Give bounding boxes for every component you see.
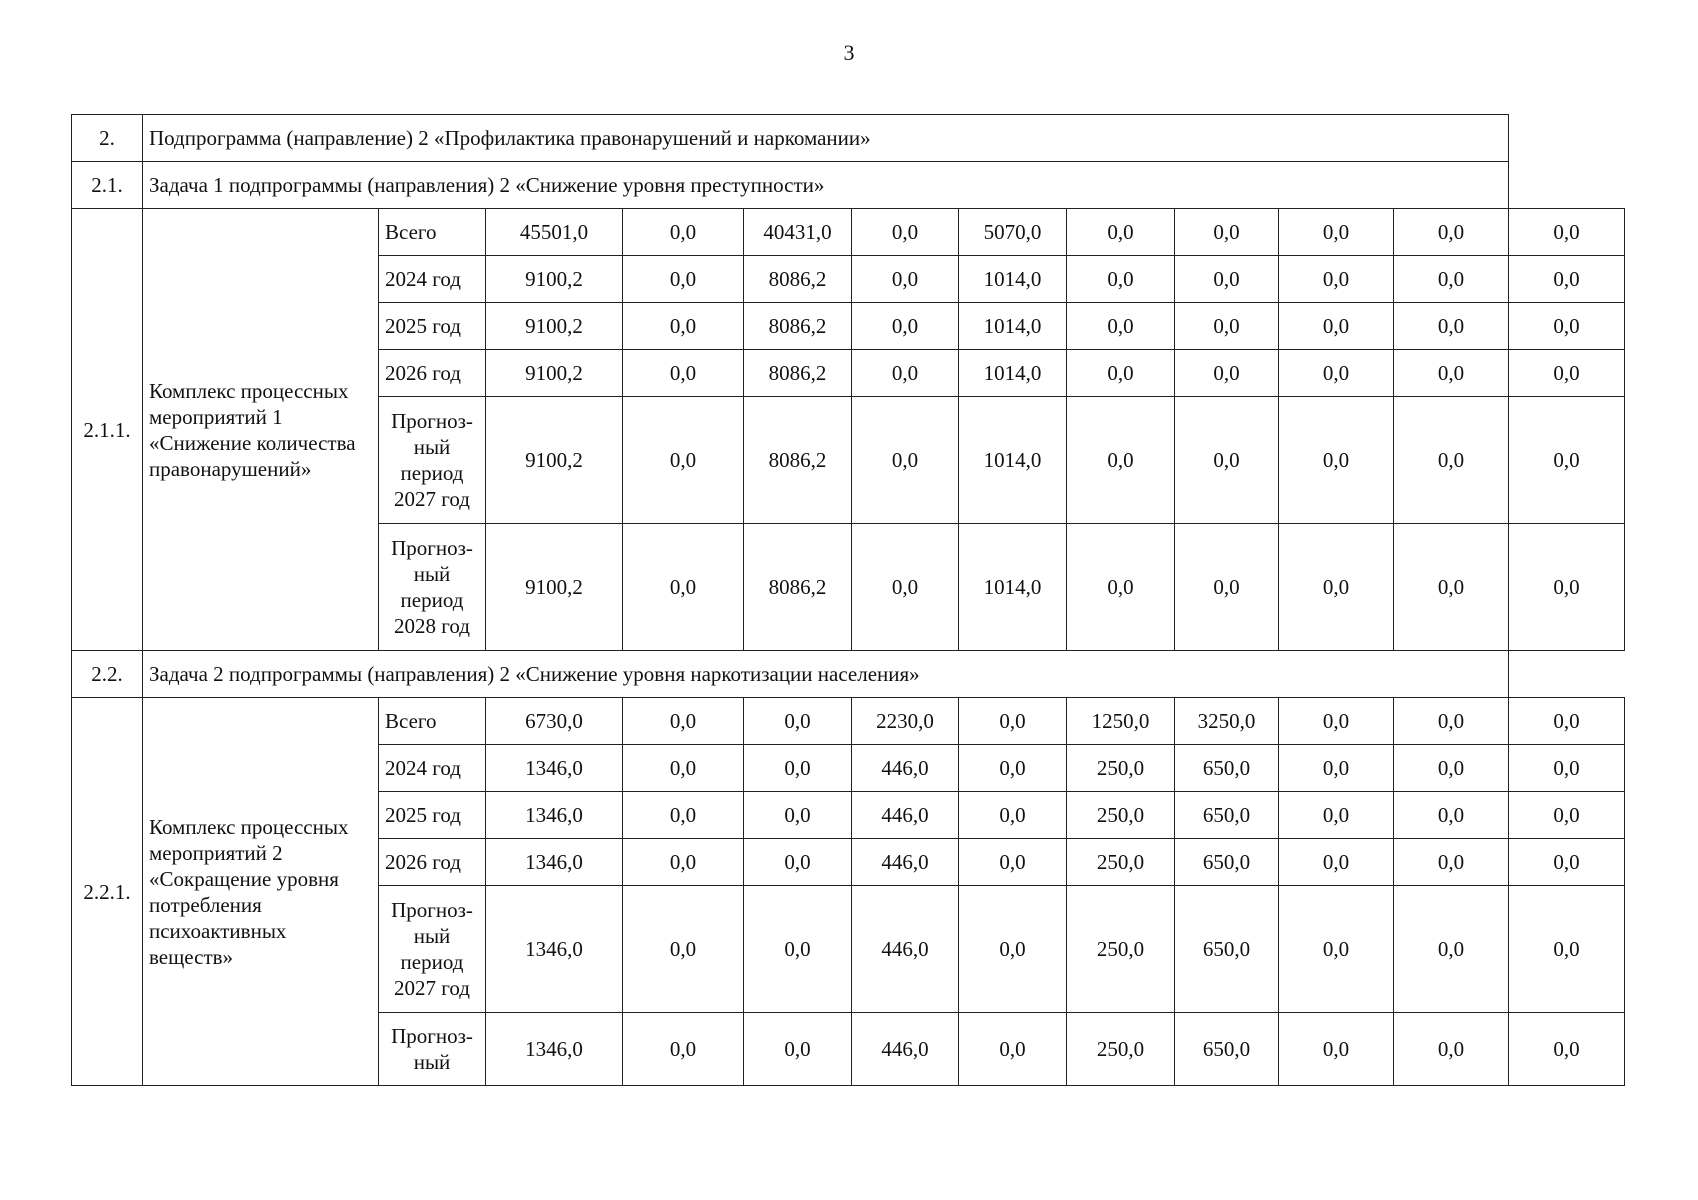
value-cell: 8086,2 <box>744 397 852 524</box>
budget-table <box>71 114 1625 1086</box>
value-cell: 0,0 <box>1067 397 1175 524</box>
value-cell: 0,0 <box>1279 209 1394 256</box>
value-cell: 446,0 <box>852 886 959 1013</box>
value-cell: 0,0 <box>1509 397 1625 524</box>
value-cell: 250,0 <box>1067 792 1175 839</box>
period-cell: 2025 год <box>379 303 486 350</box>
value-cell: 0,0 <box>1509 792 1625 839</box>
activity-name: Комплекс процессных мероприятий 2 «Сокращение уровня потребления психоактивных веществ» <box>143 698 379 1086</box>
period-cell: Прогноз-ный период 2027 год <box>379 397 486 524</box>
value-cell: 0,0 <box>959 1013 1067 1086</box>
value-cell: 8086,2 <box>744 350 852 397</box>
value-cell: 0,0 <box>1394 350 1509 397</box>
value-cell: 0,0 <box>1175 524 1279 651</box>
value-cell: 0,0 <box>1509 745 1625 792</box>
value-cell: 0,0 <box>623 256 744 303</box>
value-cell: 0,0 <box>959 745 1067 792</box>
value-cell: 0,0 <box>1509 839 1625 886</box>
value-cell: 0,0 <box>623 792 744 839</box>
value-cell: 0,0 <box>1394 524 1509 651</box>
value-cell: 0,0 <box>1394 886 1509 1013</box>
value-cell: 0,0 <box>1067 524 1175 651</box>
value-cell: 0,0 <box>852 397 959 524</box>
value-cell: 0,0 <box>1509 303 1625 350</box>
value-cell: 0,0 <box>1509 698 1625 745</box>
value-cell: 0,0 <box>1394 745 1509 792</box>
value-cell: 0,0 <box>1279 1013 1394 1086</box>
value-cell: 446,0 <box>852 1013 959 1086</box>
value-cell: 0,0 <box>1279 792 1394 839</box>
value-cell: 1014,0 <box>959 524 1067 651</box>
value-cell: 1250,0 <box>1067 698 1175 745</box>
value-cell: 650,0 <box>1175 792 1279 839</box>
value-cell: 45501,0 <box>486 209 623 256</box>
row-number: 2.2.1. <box>72 698 143 1086</box>
value-cell: 0,0 <box>852 256 959 303</box>
value-cell: 0,0 <box>744 1013 852 1086</box>
value-cell: 9100,2 <box>486 303 623 350</box>
value-cell: 8086,2 <box>744 256 852 303</box>
value-cell: 0,0 <box>1394 698 1509 745</box>
value-cell: 250,0 <box>1067 1013 1175 1086</box>
value-cell: 250,0 <box>1067 886 1175 1013</box>
value-cell: 250,0 <box>1067 839 1175 886</box>
value-cell: 0,0 <box>852 303 959 350</box>
value-cell: 0,0 <box>623 397 744 524</box>
value-cell: 1014,0 <box>959 350 1067 397</box>
period-cell: 2026 год <box>379 350 486 397</box>
value-cell: 650,0 <box>1175 745 1279 792</box>
page-number: 3 <box>843 40 855 65</box>
value-cell: 0,0 <box>1394 792 1509 839</box>
value-cell: 446,0 <box>852 792 959 839</box>
value-cell: 1014,0 <box>959 256 1067 303</box>
value-cell: 0,0 <box>1394 397 1509 524</box>
value-cell: 0,0 <box>623 745 744 792</box>
value-cell: 0,0 <box>1067 209 1175 256</box>
value-cell: 250,0 <box>1067 745 1175 792</box>
period-cell: 2026 год <box>379 839 486 886</box>
value-cell: 0,0 <box>623 886 744 1013</box>
value-cell: 0,0 <box>744 886 852 1013</box>
value-cell: 1346,0 <box>486 886 623 1013</box>
period-cell: 2025 год <box>379 792 486 839</box>
task-heading-row <box>72 162 1625 209</box>
task-title: Задача 1 подпрограммы (направления) 2 «Снижение уровня преступности» <box>143 162 1509 209</box>
period-cell: Прогноз-ный <box>379 1013 486 1086</box>
value-cell: 0,0 <box>623 1013 744 1086</box>
value-cell: 0,0 <box>1509 256 1625 303</box>
value-cell: 0,0 <box>623 350 744 397</box>
value-cell: 0,0 <box>744 698 852 745</box>
value-cell: 9100,2 <box>486 256 623 303</box>
value-cell: 0,0 <box>1509 1013 1625 1086</box>
value-cell: 0,0 <box>1279 524 1394 651</box>
value-cell: 1346,0 <box>486 839 623 886</box>
value-cell: 1014,0 <box>959 397 1067 524</box>
period-cell: Всего <box>379 698 486 745</box>
value-cell: 2230,0 <box>852 698 959 745</box>
value-cell: 0,0 <box>1509 524 1625 651</box>
value-cell: 3250,0 <box>1175 698 1279 745</box>
value-cell: 650,0 <box>1175 1013 1279 1086</box>
subprogram-title: Подпрограмма (направление) 2 «Профилактика правонарушений и наркомании» <box>143 115 1509 162</box>
value-cell: 0,0 <box>623 524 744 651</box>
period-cell: Прогноз-ный период 2027 год <box>379 886 486 1013</box>
value-cell: 0,0 <box>1175 256 1279 303</box>
value-cell: 40431,0 <box>744 209 852 256</box>
value-cell: 1346,0 <box>486 745 623 792</box>
value-cell: 0,0 <box>852 209 959 256</box>
value-cell: 0,0 <box>1509 209 1625 256</box>
value-cell: 0,0 <box>744 792 852 839</box>
value-cell: 9100,2 <box>486 397 623 524</box>
value-cell: 0,0 <box>1279 745 1394 792</box>
value-cell: 0,0 <box>959 839 1067 886</box>
period-cell: Всего <box>379 209 486 256</box>
row-number: 2.2. <box>72 651 143 698</box>
value-cell: 446,0 <box>852 745 959 792</box>
task-title: Задача 2 подпрограммы (направления) 2 «Снижение уровня наркотизации населения» <box>143 651 1509 698</box>
value-cell: 0,0 <box>1509 886 1625 1013</box>
value-cell: 0,0 <box>1394 839 1509 886</box>
period-cell: 2024 год <box>379 745 486 792</box>
period-cell: 2024 год <box>379 256 486 303</box>
value-cell: 0,0 <box>1279 698 1394 745</box>
value-cell: 446,0 <box>852 839 959 886</box>
table-row <box>72 209 1625 256</box>
value-cell: 0,0 <box>1279 256 1394 303</box>
value-cell: 5070,0 <box>959 209 1067 256</box>
value-cell: 0,0 <box>1279 350 1394 397</box>
value-cell: 0,0 <box>1394 303 1509 350</box>
value-cell: 0,0 <box>1067 350 1175 397</box>
row-number: 2.1. <box>72 162 143 209</box>
value-cell: 9100,2 <box>486 350 623 397</box>
value-cell: 0,0 <box>852 524 959 651</box>
value-cell: 0,0 <box>1394 256 1509 303</box>
value-cell: 0,0 <box>1279 397 1394 524</box>
value-cell: 0,0 <box>1279 886 1394 1013</box>
value-cell: 0,0 <box>623 209 744 256</box>
value-cell: 0,0 <box>852 350 959 397</box>
value-cell: 1346,0 <box>486 792 623 839</box>
task-heading-row <box>72 651 1625 698</box>
value-cell: 0,0 <box>1175 209 1279 256</box>
period-cell: Прогноз-ный период 2028 год <box>379 524 486 651</box>
value-cell: 0,0 <box>1279 839 1394 886</box>
value-cell: 0,0 <box>1067 303 1175 350</box>
value-cell: 0,0 <box>1175 397 1279 524</box>
table-row <box>72 698 1625 745</box>
value-cell: 8086,2 <box>744 524 852 651</box>
value-cell: 0,0 <box>959 698 1067 745</box>
value-cell: 0,0 <box>1067 256 1175 303</box>
value-cell: 0,0 <box>1509 350 1625 397</box>
value-cell: 0,0 <box>959 792 1067 839</box>
value-cell: 9100,2 <box>486 524 623 651</box>
value-cell: 650,0 <box>1175 839 1279 886</box>
value-cell: 0,0 <box>1175 350 1279 397</box>
value-cell: 0,0 <box>744 745 852 792</box>
value-cell: 1014,0 <box>959 303 1067 350</box>
row-number: 2. <box>72 115 143 162</box>
value-cell: 650,0 <box>1175 886 1279 1013</box>
value-cell: 0,0 <box>623 839 744 886</box>
value-cell: 0,0 <box>1175 303 1279 350</box>
value-cell: 1346,0 <box>486 1013 623 1086</box>
activity-name: Комплекс процессных мероприятий 1 «Снижение количества правонарушений» <box>143 209 379 651</box>
value-cell: 8086,2 <box>744 303 852 350</box>
value-cell: 0,0 <box>1394 209 1509 256</box>
value-cell: 0,0 <box>1394 1013 1509 1086</box>
value-cell: 6730,0 <box>486 698 623 745</box>
row-number: 2.1.1. <box>72 209 143 651</box>
section-heading-row <box>72 115 1625 162</box>
value-cell: 0,0 <box>1279 303 1394 350</box>
value-cell: 0,0 <box>623 303 744 350</box>
value-cell: 0,0 <box>744 839 852 886</box>
value-cell: 0,0 <box>959 886 1067 1013</box>
value-cell: 0,0 <box>623 698 744 745</box>
